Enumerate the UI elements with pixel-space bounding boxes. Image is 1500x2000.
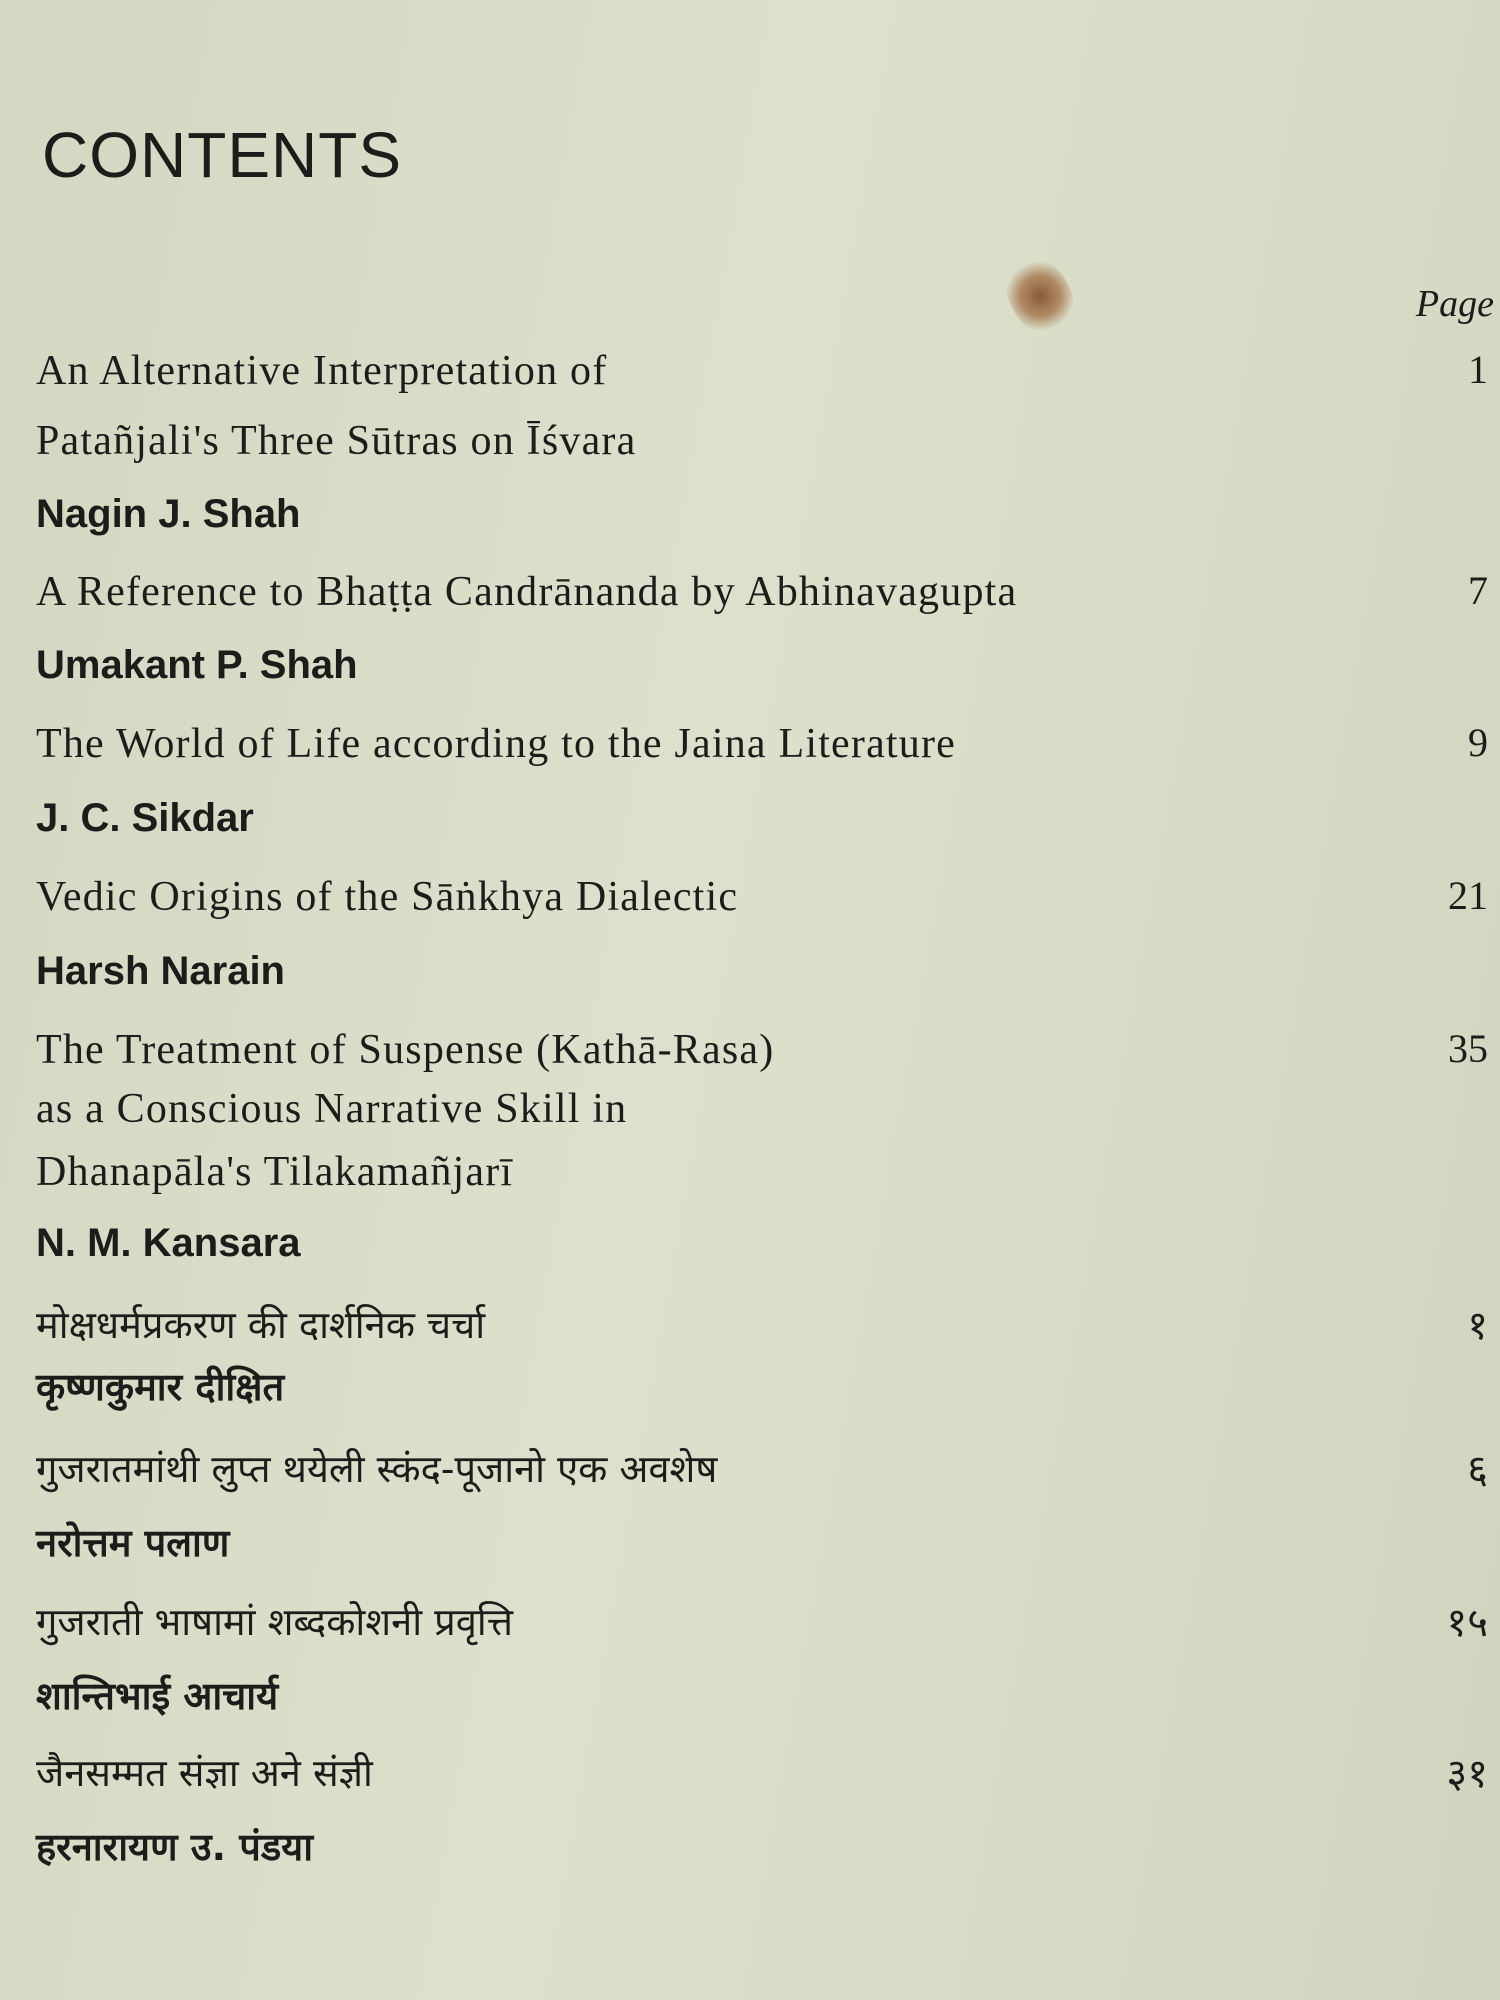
entry-author: Umakant P. Shah: [36, 643, 358, 687]
entry-page: 9: [1468, 720, 1488, 765]
entry-page: 35: [1448, 1026, 1488, 1071]
entry-page: 7: [1468, 568, 1488, 613]
entry-title: A Reference to Bhaṭṭa Candrānanda by Abhinavagupta: [36, 569, 1018, 615]
entry-page: ६: [1467, 1447, 1488, 1492]
entry-title: Dhanapāla's Tilakamañjarī: [36, 1149, 514, 1195]
entry-author: शान्तिभाई आचार्य: [36, 1674, 279, 1718]
entry-page: 1: [1468, 347, 1488, 392]
entry-title: Vedic Origins of the Sāṅkhya Dialectic: [36, 874, 739, 920]
entry-page: १५: [1446, 1600, 1488, 1645]
page-title: CONTENTS: [42, 119, 402, 191]
entry-author: हरनारायण उ. पंडया: [36, 1825, 314, 1869]
paper-stain: [994, 246, 1086, 345]
entry-title: as a Conscious Narrative Skill in: [36, 1086, 628, 1132]
entry-page: 21: [1448, 873, 1488, 918]
entry-title: मोक्षधर्मप्रकरण की दार्शनिक चर्चा: [36, 1303, 486, 1347]
entry-page: १: [1467, 1303, 1488, 1348]
entry-title: Patañjali's Three Sūtras on Īśvara: [36, 418, 637, 464]
page-column-label: Page: [1415, 283, 1494, 325]
entry-title: The Treatment of Suspense (Kathā-Rasa): [36, 1027, 775, 1073]
entry-title: गुजराती भाषामां शब्दकोशनी प्रवृत्ति: [36, 1600, 513, 1644]
entry-author: Nagin J. Shah: [36, 492, 301, 536]
entry-title: The World of Life according to the Jaina Literature: [36, 721, 957, 767]
entry-author: Harsh Narain: [36, 949, 285, 993]
entry-page: ३१: [1446, 1751, 1488, 1796]
entry-title: गुजरातमांथी लुप्त थयेली स्कंद-पूजानो एक अवशेष: [36, 1447, 718, 1491]
entry-author: J. C. Sikdar: [36, 796, 254, 840]
entry-author: N. M. Kansara: [36, 1221, 301, 1265]
entry-author: नरोत्तम पलाण: [36, 1521, 230, 1565]
entry-title: An Alternative Interpretation of: [36, 348, 608, 394]
entry-author: कृष्णकुमार दीक्षित: [36, 1365, 285, 1409]
entry-title: जैनसम्मत संज्ञा अने संज्ञी: [36, 1751, 373, 1795]
